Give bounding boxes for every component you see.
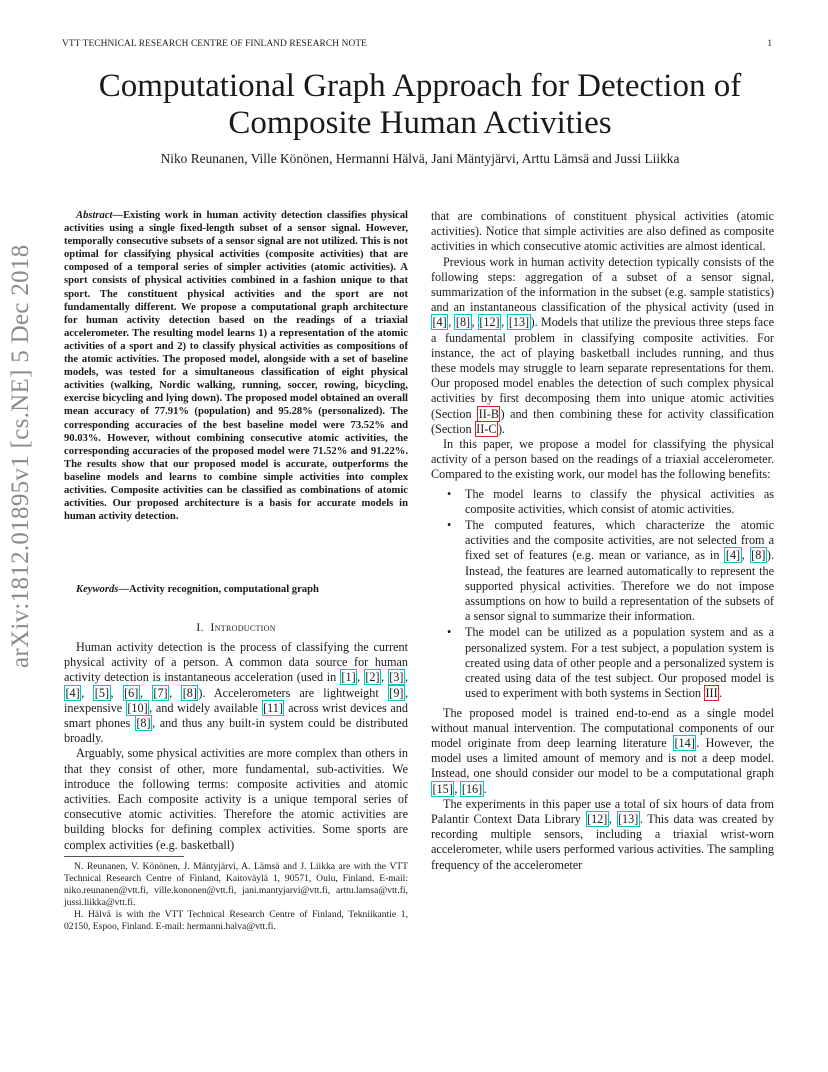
citation-link[interactable]: [14] bbox=[674, 735, 695, 750]
citation-link[interactable]: [3] bbox=[389, 670, 404, 685]
section-title: Introduction bbox=[210, 620, 276, 634]
footnotes bbox=[64, 861, 408, 933]
citation-link[interactable]: [12] bbox=[479, 315, 500, 330]
citation-link[interactable]: [8] bbox=[136, 716, 151, 731]
text-span: , inexpensive bbox=[64, 685, 409, 715]
citation-link[interactable]: [9] bbox=[389, 685, 404, 700]
abstract-lead: Abstract bbox=[76, 210, 113, 221]
citation-link[interactable]: [5] bbox=[94, 685, 110, 700]
introduction-text bbox=[64, 640, 408, 853]
right-column-text bbox=[431, 209, 774, 873]
citation-link[interactable]: [16] bbox=[461, 781, 483, 796]
footnote-affiliation-2: H. Hälvä is with the VTT Technical Research Centre of Finland, Tekniikantie 1, 02150, Espoo, Finland. E-mail: hermanni.halva@vtt.fi. bbox=[64, 909, 408, 932]
benefit-item-1 bbox=[447, 486, 774, 517]
keywords-lead: Keywords bbox=[76, 584, 119, 595]
text-span: . This data was created by recording multiple sensors, including a triaxial wrist-worn accelerometer, while users performed various activities. The sampling frequency of the accelerometer bbox=[431, 811, 774, 872]
benefit-item-2: • The computed features, which characterize the atomic activities and the composite activities, are not selected from a fixed set of features (e.g. mean or variance, as in [4] , [8] ). Instead, the features are learned automatically to represent the supported physical activities. Therefore we do not impose assumptions on how to build a representation of the subsets of a sensor signal to summarize their information. bbox=[447, 518, 774, 624]
keywords bbox=[64, 583, 408, 596]
intro-paragraph-1: Human activity detection is the process of classifying the current physical activity of a person. A common data source for human activity detection is instantaneous acceleration (used in [1] , [2] , [3] , [4] , [5] , [6] , [7] , [8] ). Accelerometers are lightweight [9] , inexpensive [10] , and widely available [11] across wrist devices and smart phones [8] , and thus any built-in system could be distributed broadly. bbox=[64, 640, 409, 746]
bullet-icon: • bbox=[447, 518, 452, 533]
section-link[interactable]: II-C bbox=[476, 421, 497, 436]
bullet-icon: • bbox=[447, 486, 452, 501]
citation-link[interactable]: [12] bbox=[587, 811, 608, 826]
text-span: The model can be utilized as a population system and as a personalized system. For a test subject, a population system is created using data of other people and a personalized system is created using data of the test subject. Our proposed model is used to experiment with both systems in Section bbox=[465, 625, 774, 701]
footnote-divider bbox=[64, 856, 184, 857]
citation-link[interactable]: [8] bbox=[455, 315, 471, 330]
bullet-icon: • bbox=[447, 625, 452, 640]
text-span: The computed features, which characterize the atomic activities and the composite activities, are not selected from a fixed set of features (e.g. mean or variance, as in bbox=[465, 518, 774, 563]
section-link[interactable]: III bbox=[705, 686, 718, 701]
running-header: VTT TECHNICAL RESEARCH CENTRE OF FINLAND RESEARCH NOTE bbox=[62, 39, 367, 49]
citation-link[interactable]: [13] bbox=[508, 315, 530, 330]
text-span: Human activity detection is the process of classifying the current physical activity of a person. A common data source for human activity detection is instantaneous acceleration (used in bbox=[64, 640, 408, 685]
text-span: ). Instead, the features are learned automatically to represent the supported physical activities. Therefore we do not impose assumptions on how to build a representation of the subsets of a sensor signal to summarize their information. bbox=[465, 548, 774, 624]
section-heading-introduction bbox=[64, 620, 408, 635]
citation-link[interactable]: [11] bbox=[263, 700, 283, 715]
keywords-text: —Activity recognition, computational graph bbox=[118, 584, 319, 595]
citation-link[interactable]: [8] bbox=[751, 548, 766, 563]
page-number: 1 bbox=[767, 39, 772, 49]
text-span: ) and then combining these for activity classification (Section bbox=[431, 406, 774, 436]
text-span: Previous work in human activity detection typically consists of the following steps: aggregation of a subset of a sensor signal, summarization of the information in the subset (e.g. sample statistics) and an instantaneous classification of the physical activity (used in bbox=[431, 254, 774, 315]
previous-work-paragraph: Previous work in human activity detection typically consists of the following steps: aggregation of a subset of a sensor signal, summarization of the information in the subset (e.g. sample statistics) and an instantaneous classification of the physical activity (used in [4] , [8] , [12] , [13] ). Models that utilize the previous three steps face a fundamental problem in classifying composite activities. For instance, the act of playing basketball includes running, and thus these models may struggle to learn separate representations for them. Our proposed model enables the detection of such complex physical activities by first decomposing them into unique atomic activities (Section II-B ) and then combining these for activity classification (Section II-C ). bbox=[431, 254, 775, 436]
citation-link[interactable]: [4] bbox=[432, 315, 447, 330]
section-number: I. bbox=[196, 620, 204, 634]
experiments-paragraph: The experiments in this paper use a total of six hours of data from Palantir Context Data Library [12] , [13] . This data was created by recording multiple sensors, including a triaxial wrist-worn accelerometer, while users performed various activities. The sampling frequency of the accelerometer bbox=[431, 796, 774, 872]
benefit-item-3 bbox=[447, 625, 774, 701]
text-span: The experiments in this paper use a total of six hours of data from Palantir Context Data Library bbox=[431, 796, 774, 826]
citation-link[interactable]: [15] bbox=[432, 781, 453, 796]
arxiv-stamp: arXiv:1812.01895v1 [cs.NE] 5 Dec 2018 bbox=[7, 244, 34, 668]
citation-link[interactable]: [1] bbox=[341, 670, 356, 685]
benefits-list bbox=[431, 487, 774, 702]
intro-paragraph-2: Arguably, some physical activities are more complex than others in that they consist of other, more fundamental, sub-activities. We introduce the following terms: composite activities and atomic activities. Each composite activity is a unique temporal series of consecutive atomic activities. Therefore the atomic activities are building blocks for defining complex activities. Some sports are complex activities (e.g. basketball) bbox=[64, 746, 408, 852]
text-span: ). bbox=[497, 421, 506, 436]
section-link[interactable]: II-B bbox=[478, 406, 499, 421]
text-span: across wrist devices and smart phones bbox=[64, 700, 408, 731]
text-span: ). Models that utilize the previous three steps face a fundamental problem in classifying composite activities. For instance, the act of playing basketball includes running, and thus these models may struggle to learn separate representations for them. Our proposed model enables the detection of such complex physical activities by first decomposing them into unique atomic activities (Section bbox=[431, 315, 775, 421]
citation-link[interactable]: [10] bbox=[127, 700, 148, 715]
proposal-paragraph: In this paper, we propose a model for classifying the physical activity of a person based on the readings of a triaxial accelerometer. Compared to the existing work, our model has the following benefits: bbox=[431, 437, 774, 482]
title-line-2: Composite Human Activities bbox=[228, 105, 612, 141]
footnote-affiliation-1: N. Reunanen, V. Könönen, J. Mäntyjärvi, A. Lämsä and J. Liikka are with the VTT Technical Research Centre of Finland, Kaitoväylä 1, 90571, Oulu, Finland. E-mail: niko.reunanen@vtt.fi, ville.kononen@vtt.fi, jani.mantyjarvi@vtt.fi, arttu.lamsa@vtt.fi, jussi.liikka@vtt.fi. bbox=[64, 861, 408, 908]
citation-link[interactable]: [8] bbox=[182, 685, 197, 700]
citation-link[interactable]: [2] bbox=[365, 670, 380, 685]
citation-link[interactable]: [7] bbox=[153, 685, 168, 700]
text-span: . bbox=[483, 781, 487, 796]
text-span: , and widely available bbox=[149, 700, 262, 715]
text-span: ). Accelerometers are lightweight bbox=[198, 685, 388, 700]
abstract-text: —Existing work in human activity detection classifies physical activities using a single fixed-length subset of a sensor signal. However, temporally consecutive subsets of a sensor signal are not utilized. This is not optimal for classifying physical activities (composite activities) that are composed of a temporal series of simpler activities (atomic activities). A sport consists of physical activities combined in a fashion unique to that sport. The constituent physical activities and the sport are not fundamentally different. We propose a computational graph architecture for human activity detection based on the readings of a triaxial accelerometer. The resulting model learns 1) a representation of the atomic activities of a sport and 2) to classify physical activities as compositions of the atomic activities. The proposed model, alongside with a set of baseline models, was tested for a simultaneous classification of eight physical activities (walking, Nordic walking, running, soccer, rowing, bicycling, exercise bicycling and lying down). The proposed model obtained an overall mean accuracy of 77.91% (population) and 95.28% (personalized). The corresponding accuracies of the best baseline model were 73.52% and 90.03%. However, without combining consecutive atomic activities, the corresponding accuracies of the proposed model were 71.52% and 91.22%. The results show that our proposed model is accurate, outperforms the baseline models and learns to combine simple activities into complex activities. Composite activities can be classified as combinations of atomic activities. Our proposed architecture is a basis for accurate models in human activity detection. bbox=[64, 210, 408, 523]
text-span: The model learns to classify the physical activities as composite activities, which consist of atomic activities. bbox=[465, 486, 774, 516]
abstract bbox=[64, 209, 408, 523]
training-paragraph: The proposed model is trained end-to-end as a single model without manual intervention. The computational components of our model originate from deep learning literature [14] . However, the model uses a limited amount of memory and is not a deep model. Instead, one should consider our model to be a computational graph [15] , [16] . bbox=[431, 705, 774, 796]
text-span: . However, the model uses a limited amount of memory and is not a deep model. Instead, one should consider our model to be a computational graph bbox=[431, 735, 774, 781]
continuation-paragraph: that are combinations of constituent physical activities (atomic activities). Notice that simple activities are also defined as composite activities in which consecutive atomic activities are almost identical. bbox=[431, 209, 774, 254]
title-line-1: Computational Graph Approach for Detection of bbox=[98, 68, 742, 104]
author-list: Niko Reunanen, Ville Könönen, Hermanni Hälvä, Jani Mäntyjärvi, Arttu Lämsä and Jussi Liikka bbox=[160, 151, 680, 166]
citation-link[interactable]: [4] bbox=[725, 548, 741, 563]
text-span: , and thus any built-in system could be distributed broadly. bbox=[64, 716, 408, 746]
citation-link[interactable]: [6] bbox=[124, 685, 139, 700]
text-span: . bbox=[719, 686, 723, 701]
citation-link[interactable]: [4] bbox=[65, 685, 80, 700]
citation-link[interactable]: [13] bbox=[618, 811, 639, 826]
text-span: The proposed model is trained end-to-end as a single model without manual intervention. The computational components of our model originate from deep learning literature bbox=[431, 705, 774, 750]
paper-title bbox=[40, 68, 800, 142]
